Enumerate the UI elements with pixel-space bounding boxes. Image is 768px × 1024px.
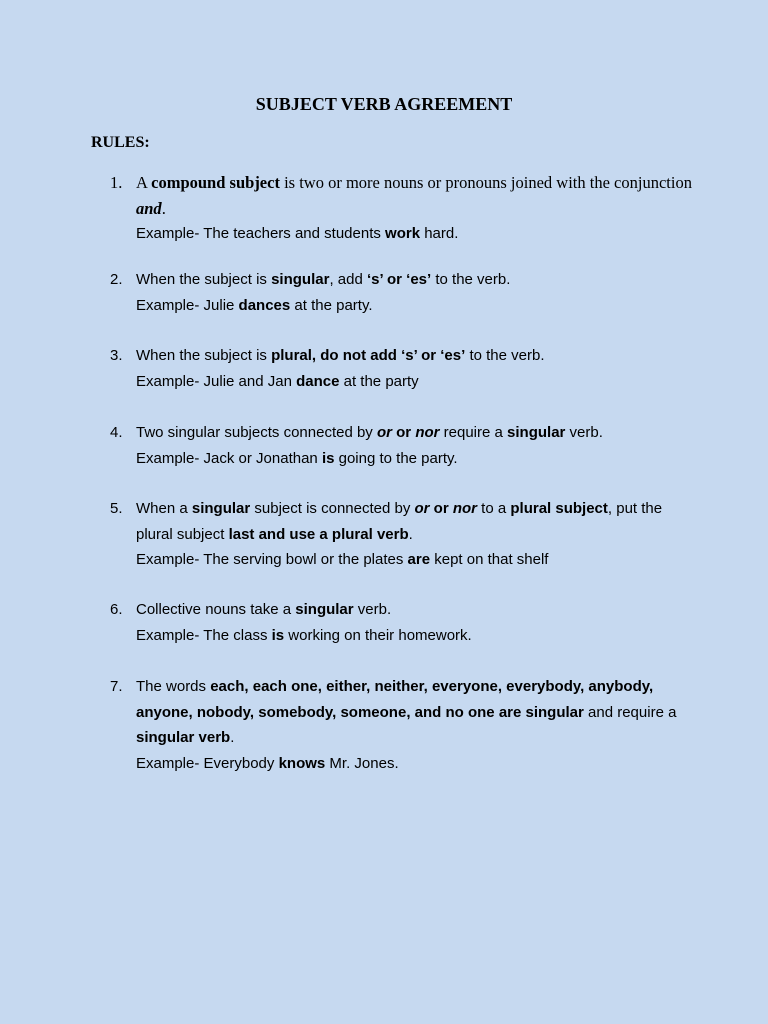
text-run: at the party [339, 372, 419, 390]
text-run: , put the plural subject [136, 500, 663, 543]
rule-number: 3. [110, 347, 123, 364]
rule-statement [136, 170, 700, 221]
rule-statement [136, 496, 700, 547]
rule-example [136, 751, 700, 777]
text-run: and require a [583, 703, 677, 721]
text-run: or [391, 424, 416, 441]
text-run: is [321, 449, 335, 467]
text-run: require a [439, 424, 508, 441]
text-run: is [271, 626, 285, 644]
text-run: The words [136, 678, 211, 695]
text-run: subject is connected by [250, 500, 415, 517]
text-run: dances [238, 296, 291, 314]
text-run: When the subject is [136, 271, 272, 288]
rule-item-7 [110, 674, 700, 776]
text-run: nor [452, 500, 478, 517]
text-run: When a [136, 500, 192, 517]
text-run: Example- The serving bowl or the plates [136, 551, 408, 568]
text-run: or [414, 500, 430, 517]
text-run: Example- Julie and Jan [136, 372, 297, 390]
text-run: singular [295, 601, 354, 618]
rule-example [136, 623, 700, 649]
text-run: . [161, 198, 166, 218]
text-run: to the verb. [431, 271, 511, 288]
rule-example [136, 221, 700, 247]
text-run: plural, do not add ‘s’ or ‘es’ [271, 347, 466, 364]
text-run: . [230, 729, 235, 746]
text-run: , add [329, 271, 367, 288]
text-run: singular verb [136, 729, 231, 746]
text-run: to a [477, 500, 511, 517]
rule-number: 2. [110, 271, 123, 288]
rule-item-5 [110, 496, 700, 573]
rule-example [136, 547, 700, 573]
text-run: . [408, 525, 413, 543]
rule-statement [136, 267, 700, 293]
rule-statement [136, 674, 700, 751]
rule-item-4 [110, 420, 700, 471]
text-run: kept on that shelf [430, 551, 549, 568]
rule-item-3 [110, 343, 700, 394]
text-run: going to the party. [334, 449, 458, 467]
text-run: A [136, 173, 152, 192]
text-run: Example- The class [136, 626, 272, 644]
rule-number: 1. [110, 173, 123, 192]
rules-heading: RULES: [91, 134, 150, 151]
text-run: dance [296, 372, 340, 390]
page-title: SUBJECT VERB AGREEMENT [255, 94, 513, 114]
text-run: or [429, 500, 453, 517]
text-run: plural subject [510, 500, 608, 517]
text-run: singular [271, 271, 330, 288]
text-run: Collective nouns take a [136, 601, 296, 618]
text-run: Example- Everybody [136, 754, 279, 772]
text-run: compound subject [151, 173, 280, 192]
text-run: Example- Julie [136, 296, 239, 314]
rule-number: 7. [110, 678, 123, 695]
rule-statement [136, 343, 700, 369]
text-run: verb. [353, 601, 392, 618]
rule-item-2 [110, 267, 700, 318]
text-run: When the subject is [136, 347, 272, 364]
text-run: last and use a plural verb [228, 525, 409, 543]
text-run: working on their homework. [284, 626, 472, 644]
text-run: Example- Jack or Jonathan [136, 449, 322, 467]
text-run: and [136, 198, 162, 218]
rule-statement [136, 597, 700, 623]
text-run: Example- The teachers and students [136, 225, 386, 242]
rule-item-1 [110, 170, 700, 247]
text-run: or [376, 424, 392, 441]
text-run: ‘s’ or ‘es’ [366, 271, 432, 288]
text-run: to the verb. [465, 347, 545, 364]
rule-statement [136, 420, 700, 446]
text-run: singular [191, 500, 251, 517]
text-run: nor [415, 424, 440, 441]
rule-example [136, 293, 700, 319]
text-run: Mr. Jones. [325, 754, 399, 772]
text-run: verb. [565, 424, 603, 441]
text-run: are [407, 551, 431, 568]
rule-example [136, 446, 700, 472]
text-run: is two or more nouns or pronouns joined with the conjunction [279, 173, 692, 192]
text-run: Two singular subjects connected by [136, 424, 377, 441]
text-run: singular [507, 424, 566, 441]
text-run: knows [278, 754, 326, 772]
rule-number: 4. [110, 424, 123, 441]
text-run: at the party. [290, 296, 373, 314]
text-run: hard. [420, 225, 459, 242]
rule-item-6 [110, 597, 700, 648]
text-run: each, each one, either, neither, everyone, everybody, anybody, anyone, nobody, somebody, someone, and no one are singular [136, 678, 654, 721]
rule-number: 5. [110, 500, 123, 517]
rule-number: 6. [110, 601, 123, 618]
rule-example [136, 369, 700, 395]
text-run: work [385, 225, 421, 242]
